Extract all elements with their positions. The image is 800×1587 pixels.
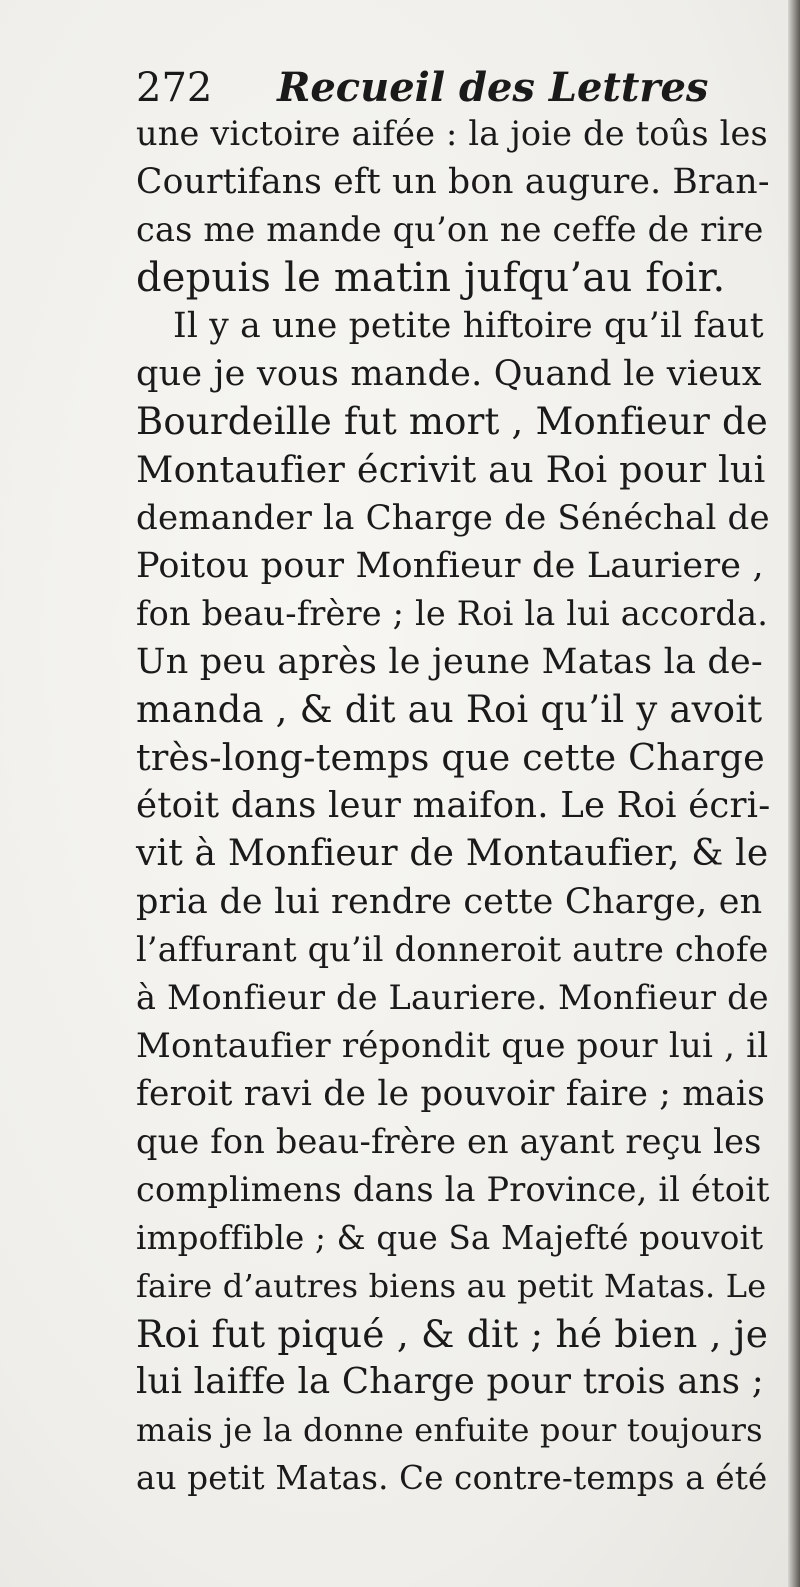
text-line: demander la Charge de Sénéchal de — [136, 498, 770, 538]
text-line: Courtifans eft un bon augure. Bran- — [136, 162, 770, 202]
text-line: cas me mande qu’on ne ceffe de rire — [136, 210, 764, 249]
text-line: manda , & dit au Roi qu’il y avoit — [136, 688, 763, 731]
text-line: à Monfieur de Lauriere. Monfieur de — [136, 978, 769, 1017]
text-line: étoit dans leur maifon. Le Roi écri- — [136, 785, 771, 826]
text-line: complimens dans la Province, il étoit — [136, 1170, 770, 1209]
page-header — [136, 58, 709, 118]
text-line: Bourdeille fut mort , Monfieur de — [136, 400, 768, 443]
text-line: feroit ravi de le pouvoir faire ; mais — [136, 1074, 766, 1114]
text-line: Poitou pour Monfieur de Lauriere , — [136, 546, 764, 586]
text-line: fon beau-frère ; le Roi la lui accorda. — [136, 594, 769, 633]
text-line: que fon beau-frère en ayant reçu les — [136, 1122, 762, 1161]
text-line: mais je la donne enfuite pour toujours — [136, 1411, 763, 1449]
text-line: Montaufier répondit que pour lui , il — [136, 1026, 769, 1066]
text-line: vit à Monfieur de Montaufier, & le — [136, 833, 769, 874]
page-edge — [788, 0, 800, 1587]
text-line: depuis le matin jufqu’au foir. — [136, 255, 726, 301]
text-line: faire d’autres biens au petit Matas. Le — [136, 1267, 767, 1305]
text-line: Roi fut piqué , & dit ; hé bien , je — [136, 1312, 769, 1356]
text-line: au petit Matas. Ce contre-temps a été — [136, 1459, 768, 1497]
text-line: Un peu après le jeune Matas la de- — [136, 642, 763, 682]
text-line: une victoire aifée : la joie de toûs les — [136, 114, 768, 153]
text-line: pria de lui rendre cette Charge, en — [136, 882, 763, 922]
running-title: Recueil des Lettres — [277, 64, 709, 111]
text-line: très-long-temps que cette Charge — [136, 736, 765, 779]
text-line: que je vous mande. Quand le vieux — [136, 354, 762, 394]
text-line: l’affurant qu’il donneroit autre chofe — [136, 930, 769, 969]
text-line: lui laiffe la Charge pour trois ans ; — [136, 1361, 764, 1402]
text-line: Il y a une petite hiftoire qu’il faut — [173, 306, 764, 346]
text-line: impoffible ; & que Sa Majefté pouvoit — [136, 1219, 764, 1257]
text-line: Montaufier écrivit au Roi pour lui — [136, 448, 766, 491]
page-number: 272 — [136, 65, 213, 111]
